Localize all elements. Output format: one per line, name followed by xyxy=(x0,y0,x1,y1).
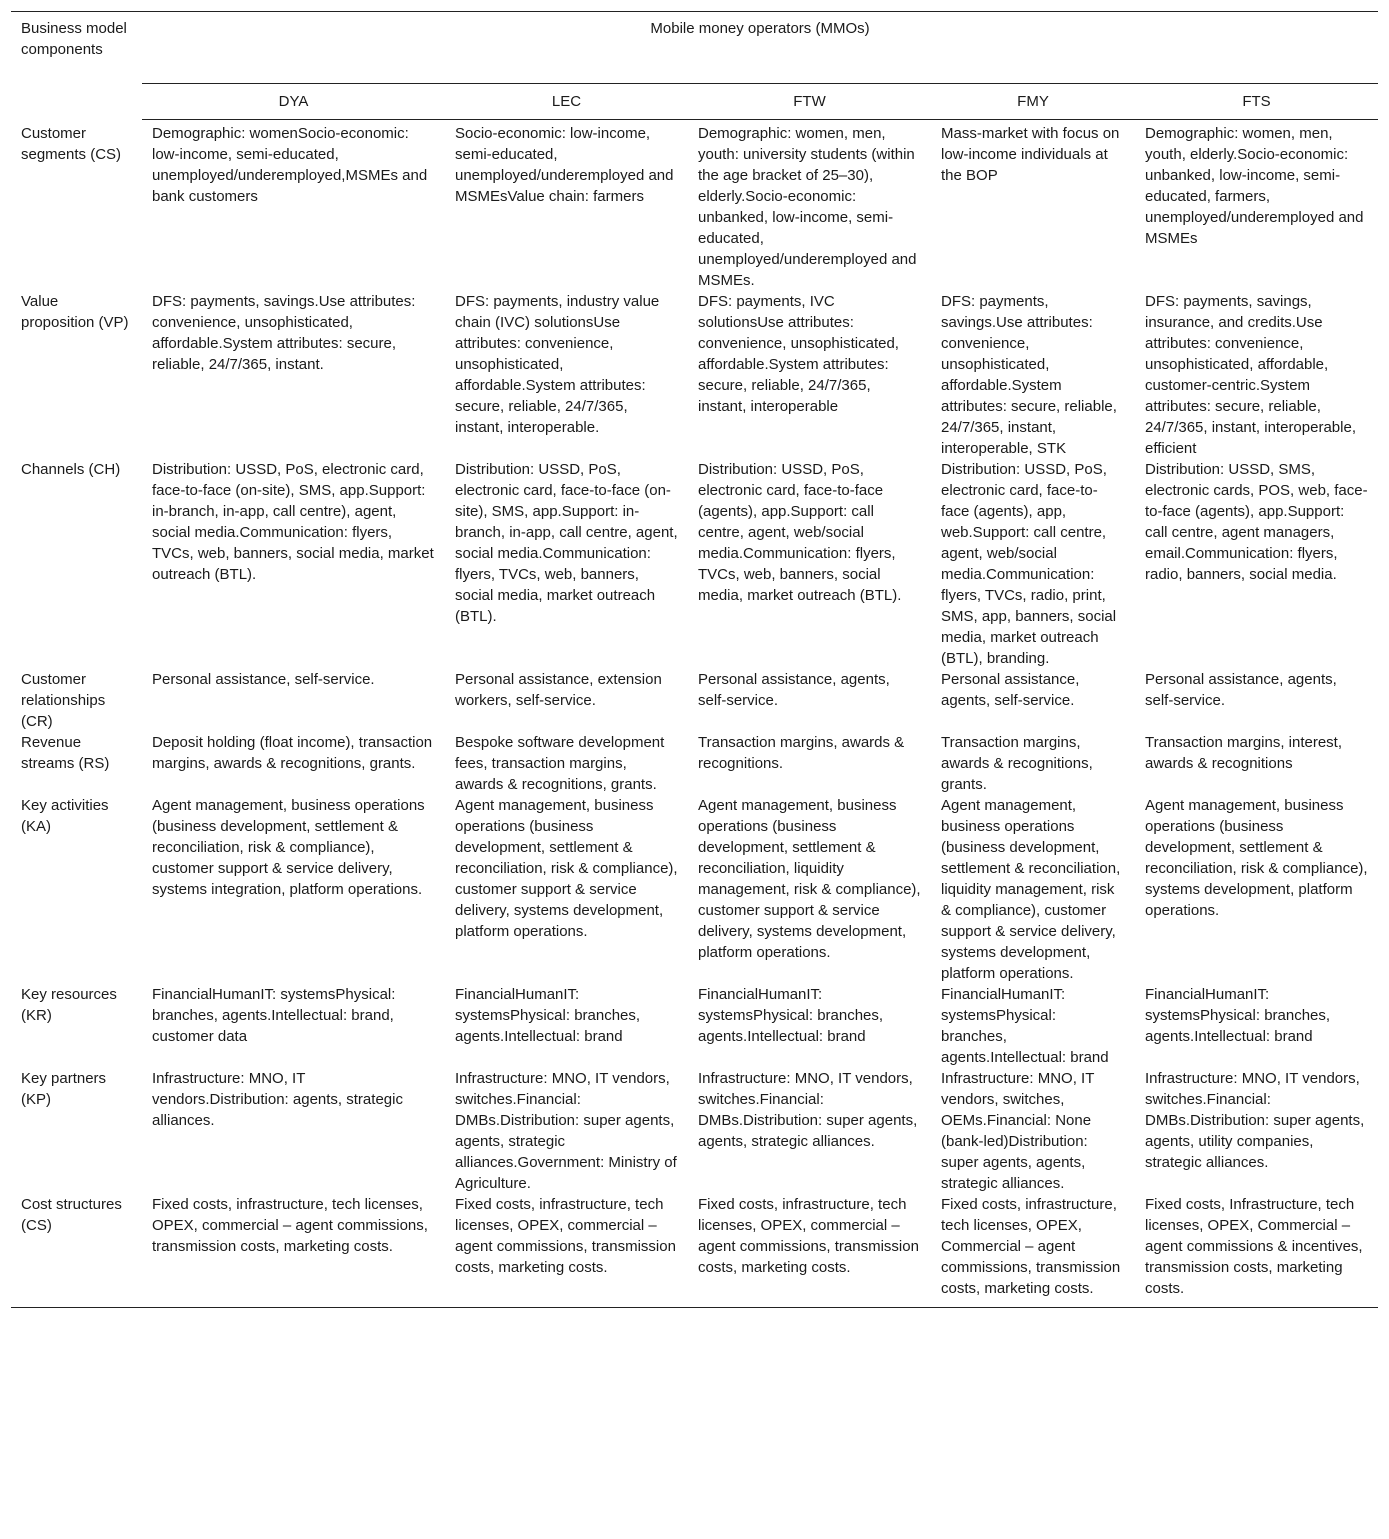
row-component-label: Customer segments (CS) xyxy=(21,124,122,163)
table-cell: Fixed costs, infrastructure, tech licenses, OPEX, commercial – agent commissions, transmission costs, marketing costs. xyxy=(698,1196,919,1276)
table-cell: FinancialHumanIT: systemsPhysical: branches, agents.Intellectual: brand, customer data xyxy=(152,986,396,1045)
table-cell: Personal assistance, agents, self-service. xyxy=(1145,671,1337,709)
table-cell: Bespoke software development fees, transaction margins, awards & recognitions, grants. xyxy=(455,734,665,793)
table-row xyxy=(11,669,1378,732)
table-cell: Infrastructure: MNO, IT vendors, switches.Financial: DMBs.Distribution: super agents, agents, strategic alliances.Government: Ministry of Agriculture. xyxy=(455,1070,677,1192)
table-row xyxy=(11,1194,1378,1308)
table-cell: Distribution: USSD, PoS, electronic card, face-to-face (agents), app, web.Support: call centre, agent, web/social media.Communication: flyers, TVCs, radio, print, SMS, app, banners, social media, market outreach (BTL), branding. xyxy=(941,461,1117,667)
table-cell: Personal assistance, agents, self-service. xyxy=(941,671,1080,709)
table-cell: Fixed costs, Infrastructure, tech licenses, OPEX, Commercial – agent commissions & incentives, transmission costs, marketing costs. xyxy=(1145,1196,1363,1297)
table-cell: Distribution: USSD, SMS, electronic cards, POS, web, face-to-face (agents), app.Support: call centre, agent managers, email.Communication: flyers, radio, banners, social media. xyxy=(1145,461,1368,583)
column-header: FTW xyxy=(688,84,931,120)
table-cell: DFS: payments, savings.Use attributes: convenience, unsophisticated, affordable.System attributes: secure, reliable, 24/7/365, instant, interoperable, STK xyxy=(941,293,1117,457)
table-cell: DFS: payments, savings, insurance, and credits.Use attributes: convenience, unsophisticated, affordable, customer-centric.System attributes: secure, reliable, 24/7/365, instant, interoperable, efficient xyxy=(1145,293,1356,457)
group-header-row xyxy=(11,12,1378,84)
row-component-label: Customer relationships (CR) xyxy=(21,671,106,730)
table-cell: Distribution: USSD, PoS, electronic card, face-to-face (agents), app.Support: call centre, agent, web/social media.Communication: flyers, TVCs, web, banners, social media, market outreach (BTL). xyxy=(698,461,902,604)
table-cell: FinancialHumanIT: systemsPhysical: branches, agents.Intellectual: brand xyxy=(698,986,884,1045)
business-model-table xyxy=(11,11,1378,1308)
corner-header: Business model components xyxy=(21,20,127,58)
table-row xyxy=(11,795,1378,984)
table-cell: Agent management, business operations (business development, settlement & reconciliation, liquidity management, risk & compliance), customer support & service delivery, systems development, platform operations. xyxy=(698,797,921,961)
table-cell: Agent management, business operations (business development, settlement & reconciliation, liquidity management, risk & compliance), customer support & service delivery, systems development, platform operations. xyxy=(941,797,1121,982)
table-cell: DFS: payments, industry value chain (IVC) solutionsUse attributes: convenience, unsophisticated, affordable.System attributes: secure, reliable, 24/7/365, instant, interoperable. xyxy=(455,293,660,436)
table-cell: Fixed costs, infrastructure, tech licenses, OPEX, Commercial – agent commissions, transmission costs, marketing costs. xyxy=(941,1196,1121,1297)
table-cell: Demographic: women, men, youth, elderly.Socio-economic: unbanked, low-income, semi-educated, farmers, unemployed/underemployed and MSMEs xyxy=(1145,125,1364,247)
table-cell: Agent management, business operations (business development, settlement & reconciliation, risk & compliance), customer support & service delivery, systems integration, platform operations. xyxy=(152,797,425,898)
table-cell: DFS: payments, IVC solutionsUse attributes: convenience, unsophisticated, affordable.System attributes: secure, reliable, 24/7/365, instant, interoperable xyxy=(698,293,899,415)
table-row xyxy=(11,732,1378,795)
row-component-label: Channels (CH) xyxy=(21,461,121,478)
column-header-row xyxy=(11,84,1378,120)
column-header: LEC xyxy=(445,84,688,120)
row-component-label: Key partners (KP) xyxy=(21,1070,107,1108)
table-cell: Distribution: USSD, PoS, electronic card, face-to-face (on-site), SMS, app.Support: in-branch, in-app, call centre), agent, social media.Communication: flyers, TVCs, web, banners, social media, market outreach (BTL). xyxy=(152,461,434,583)
table-row xyxy=(11,459,1378,669)
table-cell: Infrastructure: MNO, IT vendors, switches.Financial: DMBs.Distribution: super agents, agents, utility companies, strategic alliances. xyxy=(1145,1070,1365,1171)
table-cell: Personal assistance, extension workers, self-service. xyxy=(455,671,662,709)
table-cell: Transaction margins, awards & recognitions, grants. xyxy=(941,734,1093,793)
table-cell: Agent management, business operations (business development, settlement & reconciliation, risk & compliance), systems development, platform operations. xyxy=(1145,797,1368,919)
table-cell: Personal assistance, agents, self-service. xyxy=(698,671,890,709)
table-cell: Infrastructure: MNO, IT vendors.Distribution: agents, strategic alliances. xyxy=(152,1070,403,1129)
table-row xyxy=(11,1068,1378,1194)
table-cell: FinancialHumanIT: systemsPhysical: branches, agents.Intellectual: brand xyxy=(1145,986,1331,1045)
table-cell: Agent management, business operations (business development, settlement & reconciliation, risk & compliance), customer support & service delivery, systems development, platform operations. xyxy=(455,797,678,940)
table-cell: Demographic: womenSocio-economic: low-income, semi-educated, unemployed/underemployed,MSMEs and bank customers xyxy=(152,125,428,205)
row-component-label: Revenue streams (RS) xyxy=(21,734,110,772)
table-cell: Mass-market with focus on low-income individuals at the BOP xyxy=(941,125,1120,184)
table-cell: Socio-economic: low-income, semi-educated, unemployed/underemployed and MSMEsValue chain: farmers xyxy=(455,125,674,205)
column-header: FTS xyxy=(1135,84,1378,120)
table-row xyxy=(11,984,1378,1068)
column-header: FMY xyxy=(931,84,1135,120)
table-cell: Transaction margins, awards & recognitions. xyxy=(698,734,905,772)
table-cell: DFS: payments, savings.Use attributes: convenience, unsophisticated, affordable.System attributes: secure, reliable, 24/7/365, instant. xyxy=(152,293,416,373)
table-body xyxy=(11,120,1378,1308)
row-component-label: Value proposition (VP) xyxy=(21,293,129,331)
table-cell: FinancialHumanIT: systemsPhysical: branches, agents.Intellectual: brand xyxy=(941,986,1109,1066)
table-cell: Demographic: women, men, youth: university students (within the age bracket of 25–30), elderly.Socio-economic: unbanked, low-income, semi-educated, unemployed/underemployed and MSMEs. xyxy=(698,125,917,289)
row-component-label: Key resources (KR) xyxy=(21,986,117,1024)
table-wrapper xyxy=(11,11,1378,1308)
table-cell: Fixed costs, infrastructure, tech licenses, OPEX, commercial – agent commissions, transmission costs, marketing costs. xyxy=(152,1196,428,1255)
table-cell: Personal assistance, self-service. xyxy=(152,671,375,688)
table-cell: Infrastructure: MNO, IT vendors, switches, OEMs.Financial: None (bank-led)Distribution: super agents, agents, strategic alliances. xyxy=(941,1070,1095,1192)
mmo-group-header: Mobile money operators (MMOs) xyxy=(142,12,1378,84)
row-component-label: Cost structures (CS) xyxy=(21,1196,122,1234)
table-cell: Infrastructure: MNO, IT vendors, switches.Financial: DMBs.Distribution: super agents, agents, strategic alliances. xyxy=(698,1070,918,1150)
column-header: DYA xyxy=(142,84,445,120)
table-cell: Distribution: USSD, PoS, electronic card, face-to-face (on-site), SMS, app.Support: in-branch, in-app, call centre, agent, social media.Communication: flyers, TVCs, web, banners, social media, market outreach (BTL). xyxy=(455,461,678,625)
table-cell: Transaction margins, interest, awards & recognitions xyxy=(1145,734,1343,772)
table-cell: FinancialHumanIT: systemsPhysical: branches, agents.Intellectual: brand xyxy=(455,986,641,1045)
table-cell: Deposit holding (float income), transaction margins, awards & recognitions, grants. xyxy=(152,734,433,772)
table-cell: Fixed costs, infrastructure, tech licenses, OPEX, commercial – agent commissions, transmission costs, marketing costs. xyxy=(455,1196,676,1276)
row-component-label: Key activities (KA) xyxy=(21,797,109,835)
table-row xyxy=(11,120,1378,292)
table-row xyxy=(11,291,1378,459)
